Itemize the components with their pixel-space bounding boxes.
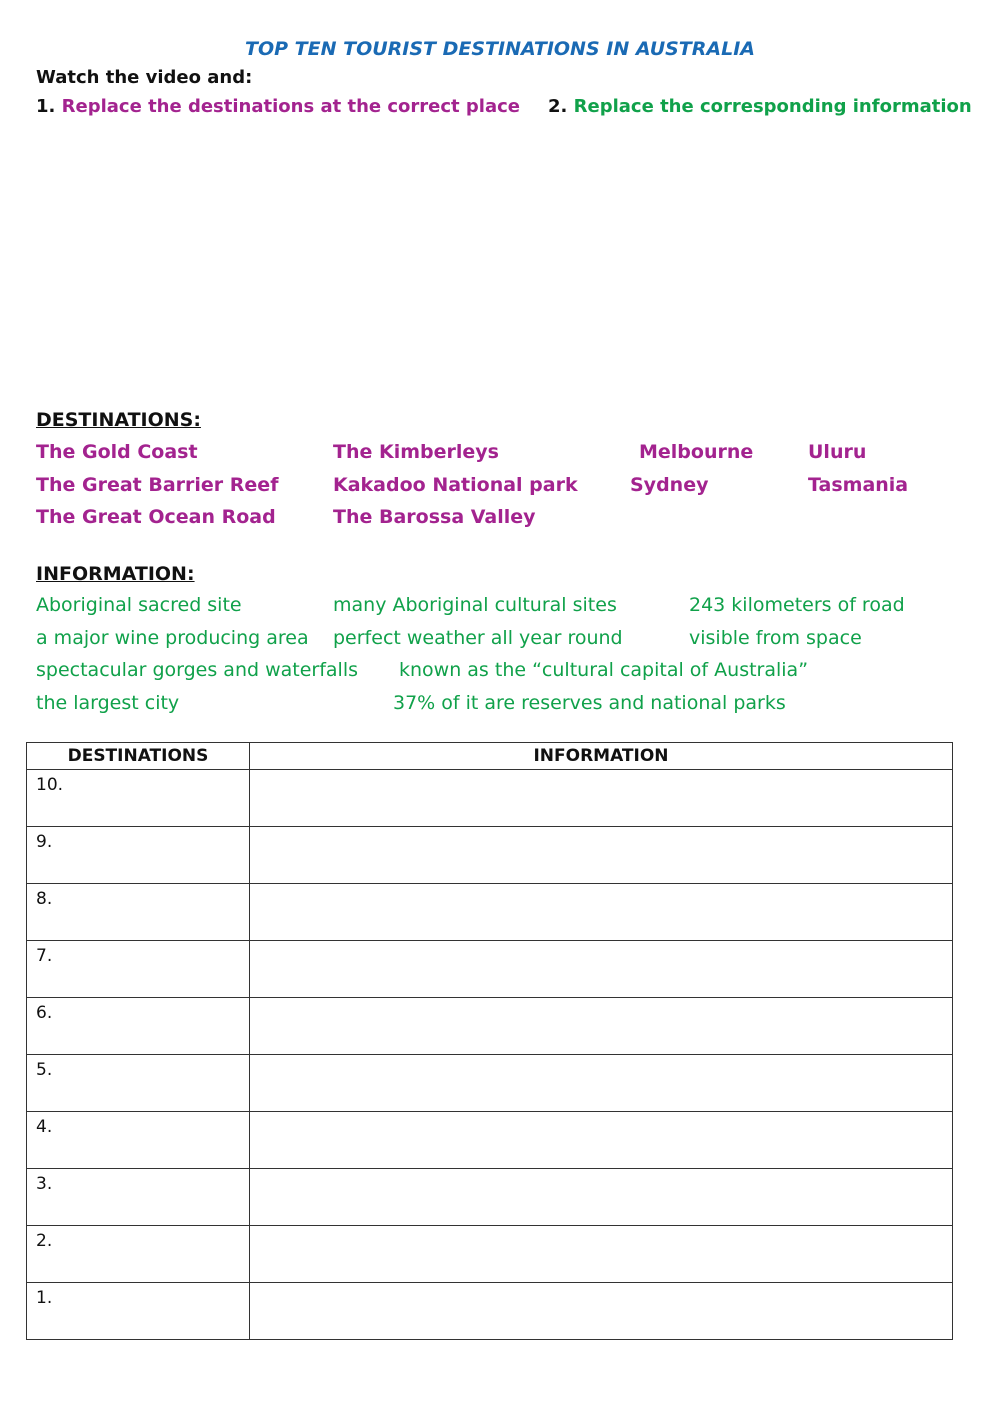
answer-table <box>26 742 953 1340</box>
destination-item: The Great Barrier Reef <box>36 474 279 496</box>
information-item: known as the “cultural capital of Australia” <box>399 659 809 681</box>
table-row <box>27 827 953 884</box>
step-number: 1. <box>36 96 56 117</box>
information-item: the largest city <box>36 692 180 714</box>
destination-item: The Gold Coast <box>36 441 198 463</box>
destinations-heading: DESTINATIONS: <box>36 409 201 431</box>
destination-answer-cell[interactable]: 3. <box>27 1169 250 1226</box>
destination-answer-cell[interactable]: 7. <box>27 941 250 998</box>
table-row <box>27 1112 953 1169</box>
table-row <box>27 1169 953 1226</box>
destination-item: Uluru <box>808 441 867 463</box>
destination-answer-cell[interactable]: 8. <box>27 884 250 941</box>
destination-answer-cell[interactable]: 9. <box>27 827 250 884</box>
information-item: 37% of it are reserves and national parks <box>393 692 786 714</box>
table-row <box>27 1226 953 1283</box>
information-answer-cell[interactable] <box>250 941 953 998</box>
page-title: TOP TEN TOURIST DESTINATIONS IN AUSTRALIA <box>245 38 755 60</box>
information-answer-cell[interactable] <box>250 1283 953 1340</box>
information-answer-cell[interactable] <box>250 1226 953 1283</box>
information-item: a major wine producing area <box>36 627 309 649</box>
information-answer-cell[interactable] <box>250 1055 953 1112</box>
information-item: Aboriginal sacred site <box>36 594 242 616</box>
table-row <box>27 1283 953 1340</box>
step-2 <box>548 96 972 117</box>
step-text: Replace the corresponding information <box>573 96 972 117</box>
information-item: spectacular gorges and waterfalls <box>36 659 359 681</box>
destination-answer-cell[interactable]: 10. <box>27 770 250 827</box>
destination-answer-cell[interactable]: 4. <box>27 1112 250 1169</box>
information-item: perfect weather all year round <box>333 627 623 649</box>
destination-answer-cell[interactable]: 5. <box>27 1055 250 1112</box>
destination-answer-cell[interactable]: 2. <box>27 1226 250 1283</box>
table-row <box>27 998 953 1055</box>
destination-item: Melbourne <box>639 441 754 463</box>
information-answer-cell[interactable] <box>250 827 953 884</box>
information-answer-cell[interactable] <box>250 1112 953 1169</box>
table-row <box>27 770 953 827</box>
information-answer-cell[interactable] <box>250 998 953 1055</box>
information-item: 243 kilometers of road <box>689 594 905 616</box>
destination-item: Sydney <box>630 474 709 496</box>
destination-answer-cell[interactable]: 6. <box>27 998 250 1055</box>
information-column-header: INFORMATION <box>250 743 953 770</box>
information-answer-cell[interactable] <box>250 770 953 827</box>
instruction: Watch the video and: <box>36 67 253 88</box>
step-1 <box>36 96 520 117</box>
destination-item: The Kimberleys <box>333 441 499 463</box>
table-row <box>27 1055 953 1112</box>
destinations-column-header: DESTINATIONS <box>27 743 250 770</box>
destination-item: Kakadoo National park <box>333 474 578 496</box>
information-answer-cell[interactable] <box>250 884 953 941</box>
destination-item: Tasmania <box>808 474 909 496</box>
step-text: Replace the destinations at the correct place <box>61 96 520 117</box>
destination-item: The Barossa Valley <box>333 506 536 528</box>
table-header-row <box>27 743 953 770</box>
information-heading: INFORMATION: <box>36 563 195 585</box>
information-answer-cell[interactable] <box>250 1169 953 1226</box>
step-number: 2. <box>548 96 568 117</box>
information-item: visible from space <box>689 627 862 649</box>
destination-answer-cell[interactable]: 1. <box>27 1283 250 1340</box>
information-item: many Aboriginal cultural sites <box>333 594 617 616</box>
table-row <box>27 941 953 998</box>
table-row <box>27 884 953 941</box>
destination-item: The Great Ocean Road <box>36 506 276 528</box>
